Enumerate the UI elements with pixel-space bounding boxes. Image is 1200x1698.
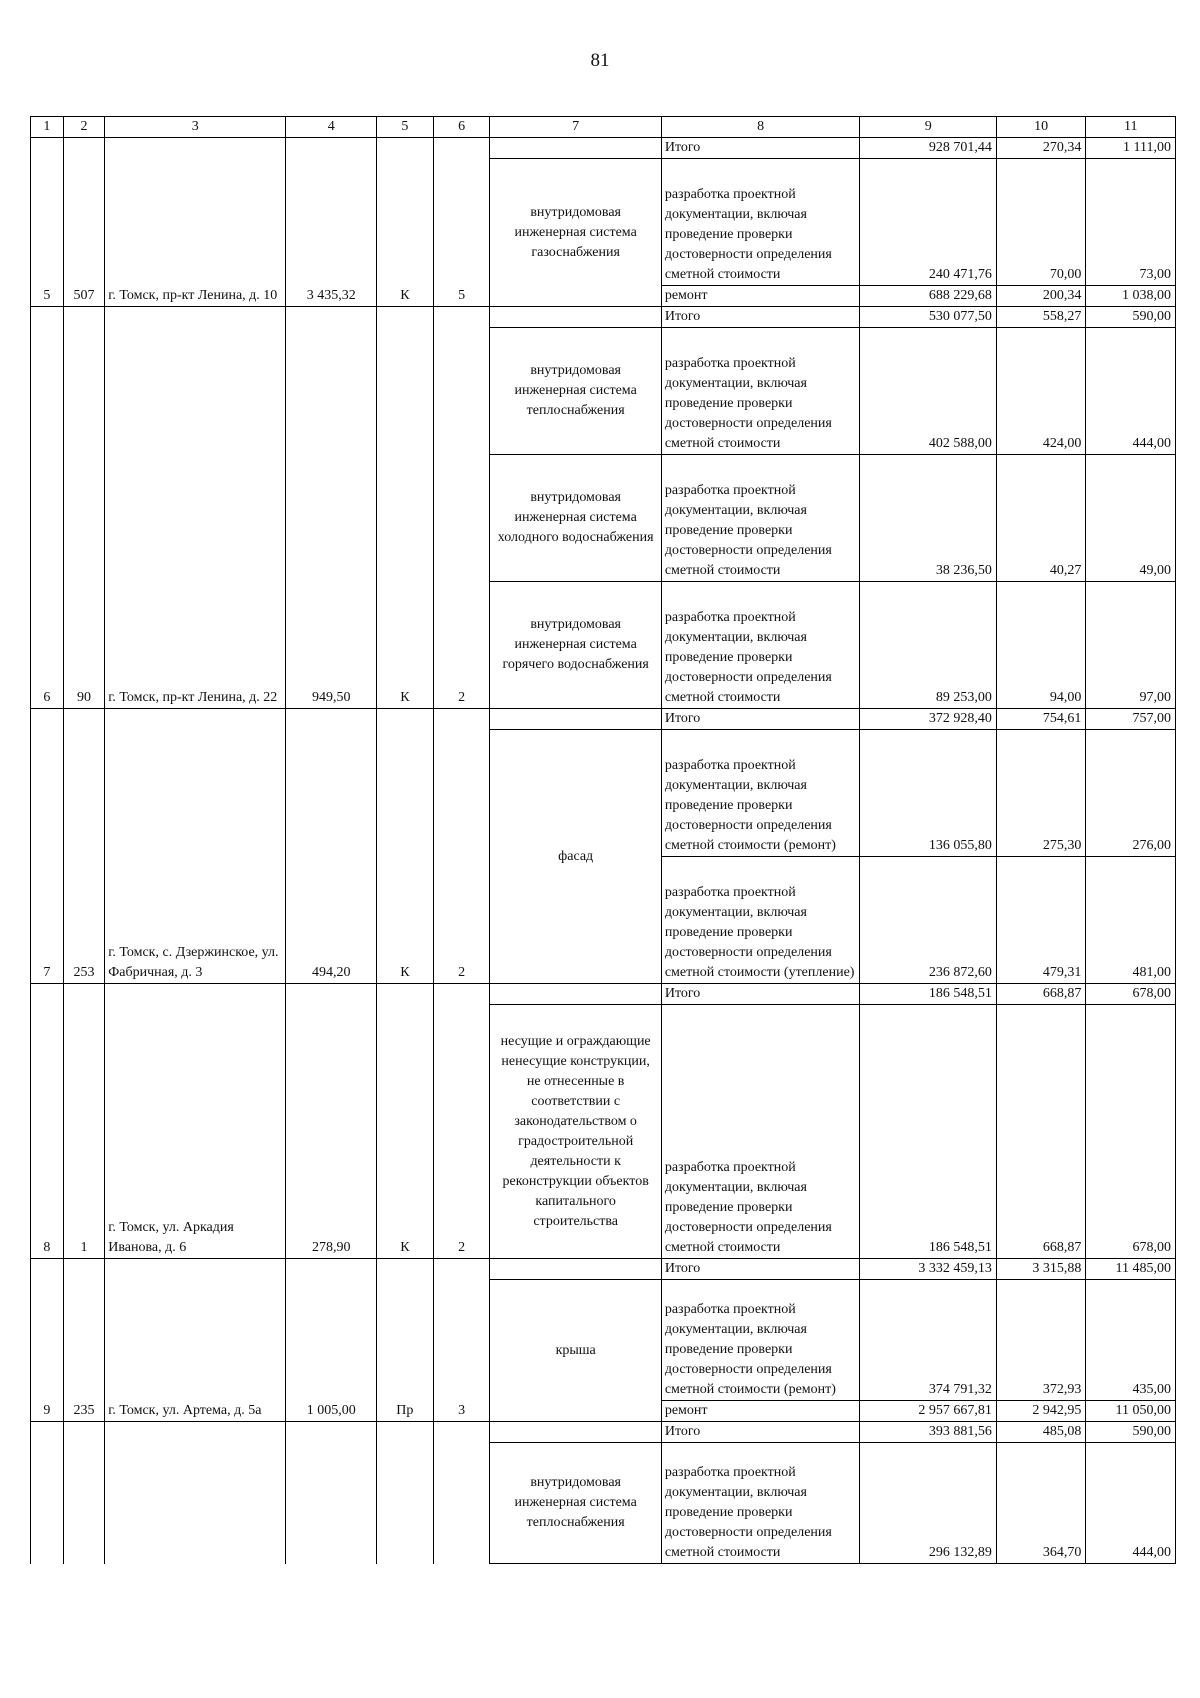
row-number: 7 <box>31 709 64 984</box>
value-unit: 40,27 <box>996 455 1086 582</box>
address: г. Томск, пр-кт Ленина, д. 22 <box>105 307 286 709</box>
work-description: разработка проектной документации, включая проведение проверки достоверности определения сметной стоимости (ремонт) <box>661 1280 860 1401</box>
row-number: 5 <box>31 138 64 307</box>
header-cell: 11 <box>1086 117 1176 138</box>
value-limit: 1 038,00 <box>1086 286 1176 307</box>
value-unit: 94,00 <box>996 582 1086 709</box>
table-row <box>31 709 1176 730</box>
building-code: 253 <box>63 709 104 984</box>
value-cost: 928 701,44 <box>860 138 996 159</box>
empty-cell <box>286 1422 377 1564</box>
value-limit: 1 111,00 <box>1086 138 1176 159</box>
empty-cell <box>490 984 661 1005</box>
value-unit: 485,08 <box>996 1422 1086 1443</box>
table-row <box>31 1259 1176 1280</box>
type: Пр <box>376 1259 433 1422</box>
system: внутридомовая инженерная система теплоснабжения <box>490 1443 661 1564</box>
value-cost: 186 548,51 <box>860 1005 996 1259</box>
table-row <box>31 138 1176 159</box>
area: 3 435,32 <box>286 138 377 307</box>
empty-cell <box>31 1422 64 1564</box>
empty-cell <box>376 1422 433 1564</box>
value-limit: 444,00 <box>1086 328 1176 455</box>
value-limit: 49,00 <box>1086 455 1176 582</box>
building-code: 90 <box>63 307 104 709</box>
row-number: 9 <box>31 1259 64 1422</box>
header-cell: 1 <box>31 117 64 138</box>
capital-repair-table <box>30 116 1176 1564</box>
area: 494,20 <box>286 709 377 984</box>
work-remont: ремонт <box>661 1401 860 1422</box>
system: внутридомовая инженерная система газоснабжения <box>490 159 661 307</box>
address: г. Томск, ул. Аркадия Иванова, д. 6 <box>105 984 286 1259</box>
work-description: разработка проектной документации, включая проведение проверки достоверности определения сметной стоимости (ремонт) <box>661 730 860 857</box>
floors: 2 <box>433 307 490 709</box>
value-unit: 275,30 <box>996 730 1086 857</box>
value-cost: 530 077,50 <box>860 307 996 328</box>
work-description: разработка проектной документации, включая проведение проверки достоверности определения сметной стоимости <box>661 1005 860 1259</box>
empty-cell <box>490 307 661 328</box>
header-row <box>31 117 1176 138</box>
floors: 2 <box>433 984 490 1259</box>
value-limit: 481,00 <box>1086 857 1176 984</box>
empty-cell <box>63 1422 104 1564</box>
system: несущие и ограждающие ненесущие конструкции, не отнесенные в соответствии с законодательством о градостроительной деятельности к реконструкции объектов капитального строительства <box>490 1005 661 1259</box>
value-cost: 236 872,60 <box>860 857 996 984</box>
value-cost: 240 471,76 <box>860 159 996 286</box>
value-limit: 590,00 <box>1086 1422 1176 1443</box>
type: К <box>376 984 433 1259</box>
area: 1 005,00 <box>286 1259 377 1422</box>
header-cell: 4 <box>286 117 377 138</box>
work-description: разработка проектной документации, включая проведение проверки достоверности определения сметной стоимости <box>661 328 860 455</box>
table-row <box>31 1422 1176 1443</box>
floors: 3 <box>433 1259 490 1422</box>
building-code: 235 <box>63 1259 104 1422</box>
work-itogo: Итого <box>661 709 860 730</box>
header-cell: 5 <box>376 117 433 138</box>
value-limit: 590,00 <box>1086 307 1176 328</box>
value-unit: 364,70 <box>996 1443 1086 1564</box>
value-cost: 186 548,51 <box>860 984 996 1005</box>
value-unit: 2 942,95 <box>996 1401 1086 1422</box>
system: внутридомовая инженерная система теплоснабжения <box>490 328 661 455</box>
work-description: разработка проектной документации, включая проведение проверки достоверности определения сметной стоимости (утепление) <box>661 857 860 984</box>
table-row <box>31 984 1176 1005</box>
value-cost: 402 588,00 <box>860 328 996 455</box>
value-cost: 372 928,40 <box>860 709 996 730</box>
header-cell: 2 <box>63 117 104 138</box>
value-limit: 11 050,00 <box>1086 1401 1176 1422</box>
header-cell: 8 <box>661 117 860 138</box>
address: г. Томск, с. Дзержинское, ул. Фабричная, д. 3 <box>105 709 286 984</box>
value-cost: 136 055,80 <box>860 730 996 857</box>
value-limit: 678,00 <box>1086 984 1176 1005</box>
value-unit: 558,27 <box>996 307 1086 328</box>
work-remont: ремонт <box>661 286 860 307</box>
value-limit: 678,00 <box>1086 1005 1176 1259</box>
header-cell: 10 <box>996 117 1086 138</box>
empty-cell <box>105 1422 286 1564</box>
header-cell: 3 <box>105 117 286 138</box>
work-itogo: Итого <box>661 307 860 328</box>
value-limit: 97,00 <box>1086 582 1176 709</box>
work-itogo: Итого <box>661 1422 860 1443</box>
value-cost: 374 791,32 <box>860 1280 996 1401</box>
value-limit: 757,00 <box>1086 709 1176 730</box>
work-itogo: Итого <box>661 1259 860 1280</box>
value-unit: 754,61 <box>996 709 1086 730</box>
value-unit: 3 315,88 <box>996 1259 1086 1280</box>
value-limit: 11 485,00 <box>1086 1259 1176 1280</box>
value-cost: 3 332 459,13 <box>860 1259 996 1280</box>
row-number: 6 <box>31 307 64 709</box>
page-number: 81 <box>590 50 610 71</box>
address: г. Томск, пр-кт Ленина, д. 10 <box>105 138 286 307</box>
area: 278,90 <box>286 984 377 1259</box>
empty-cell <box>490 1422 661 1443</box>
empty-cell <box>490 138 661 159</box>
building-code: 1 <box>63 984 104 1259</box>
empty-cell <box>433 1422 490 1564</box>
table-row <box>31 307 1176 328</box>
system: крыша <box>490 1280 661 1422</box>
work-itogo: Итого <box>661 984 860 1005</box>
value-limit: 444,00 <box>1086 1443 1176 1564</box>
system: внутридомовая инженерная система горячего водоснабжения <box>490 582 661 709</box>
building-code: 507 <box>63 138 104 307</box>
value-unit: 270,34 <box>996 138 1086 159</box>
work-description: разработка проектной документации, включая проведение проверки достоверности определения сметной стоимости <box>661 1443 860 1564</box>
work-description: разработка проектной документации, включая проведение проверки достоверности определения сметной стоимости <box>661 582 860 709</box>
header-cell: 6 <box>433 117 490 138</box>
empty-cell <box>490 709 661 730</box>
value-unit: 424,00 <box>996 328 1086 455</box>
type: К <box>376 307 433 709</box>
value-unit: 479,31 <box>996 857 1086 984</box>
header-cell: 9 <box>860 117 996 138</box>
value-unit: 668,87 <box>996 1005 1086 1259</box>
value-cost: 38 236,50 <box>860 455 996 582</box>
floors: 2 <box>433 709 490 984</box>
value-unit: 668,87 <box>996 984 1086 1005</box>
value-unit: 200,34 <box>996 286 1086 307</box>
value-cost: 688 229,68 <box>860 286 996 307</box>
value-cost: 2 957 667,81 <box>860 1401 996 1422</box>
system: внутридомовая инженерная система холодного водоснабжения <box>490 455 661 582</box>
floors: 5 <box>433 138 490 307</box>
value-limit: 435,00 <box>1086 1280 1176 1401</box>
value-limit: 73,00 <box>1086 159 1176 286</box>
work-description: разработка проектной документации, включая проведение проверки достоверности определения сметной стоимости <box>661 455 860 582</box>
type: К <box>376 709 433 984</box>
value-limit: 276,00 <box>1086 730 1176 857</box>
address: г. Томск, ул. Артема, д. 5а <box>105 1259 286 1422</box>
value-cost: 393 881,56 <box>860 1422 996 1443</box>
work-itogo: Итого <box>661 138 860 159</box>
value-cost: 296 132,89 <box>860 1443 996 1564</box>
value-unit: 70,00 <box>996 159 1086 286</box>
area: 949,50 <box>286 307 377 709</box>
work-description: разработка проектной документации, включая проведение проверки достоверности определения сметной стоимости <box>661 159 860 286</box>
type: К <box>376 138 433 307</box>
row-number: 8 <box>31 984 64 1259</box>
header-cell: 7 <box>490 117 661 138</box>
empty-cell <box>490 1259 661 1280</box>
value-unit: 372,93 <box>996 1280 1086 1401</box>
value-cost: 89 253,00 <box>860 582 996 709</box>
system: фасад <box>490 730 661 984</box>
